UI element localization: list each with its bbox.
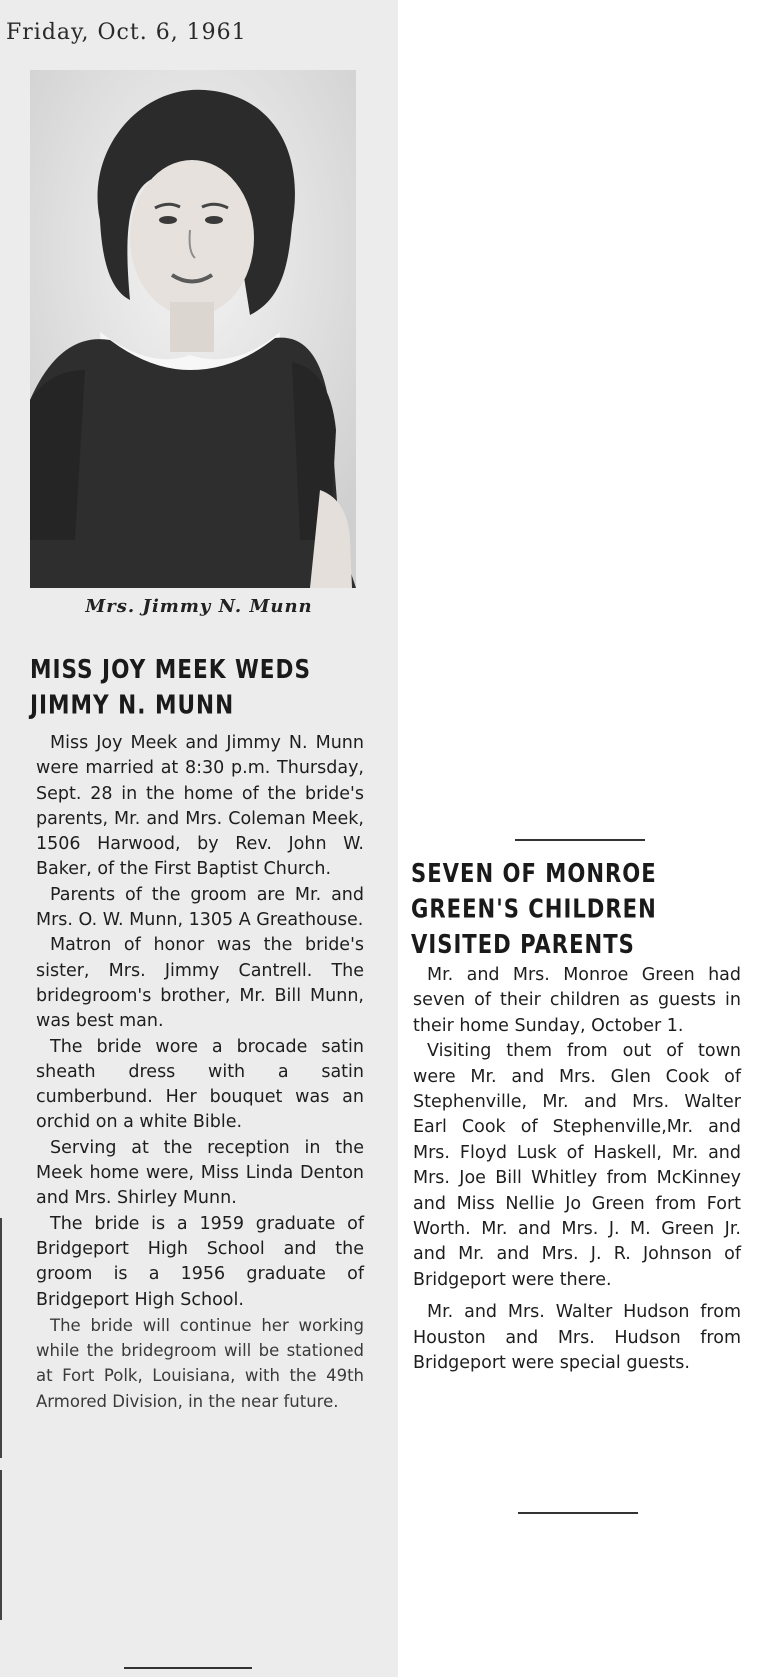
wedding-paragraph: Miss Joy Meek and Jimmy N. Munn were married at 8:30 p.m. Thursday, Sept. 28 in the home of the bride's parents, Mr. and Mrs. Coleman Meek, 1506 Harwood, by Rev. John W. Baker, of the First Baptist Church. [36, 733, 364, 880]
wedding-headline [30, 652, 380, 723]
family-visit-paragraph: Mr. and Mrs. Monroe Green had seven of their children as guests in their home Sunday, October 1. [413, 965, 741, 1036]
family-visit-headline [411, 856, 741, 963]
portrait-photo-icon [30, 70, 356, 588]
family-visit-headline-line-2: GREEN'S CHILDREN [411, 893, 657, 925]
bride-portrait-photo [30, 70, 356, 588]
family-visit-paragraph: Mr. and Mrs. Walter Hudson from Houston and Mrs. Hudson from Bridgeport were special guests. [413, 1302, 741, 1374]
divider-rule [518, 1512, 638, 1514]
family-visit-paragraph: Visiting them from out of town were Mr. and Mrs. Glen Cook of Stephenville, Mr. and Mrs. Walter Earl Cook of Stephenville,Mr. and Mrs. Floyd Lusk of Haskell, Mr. and Mrs. Joe Bill Whitley from McKinney and Miss Nellie Jo Green from Fort Worth. Mr. and Mrs. J. M. Green Jr. and Mr. and Mrs. J. R. Johnson of Bridgeport were there. [413, 1041, 741, 1290]
wedding-headline-line-1: MISS JOY MEEK WEDS [30, 654, 312, 685]
family-visit-story [413, 963, 741, 1377]
wedding-paragraph: The bride is a 1959 graduate of Bridgeport High School and the groom is a 1956 graduate of Bridgeport High School. [36, 1213, 364, 1310]
dateline: Friday, Oct. 6, 1961 [6, 20, 247, 45]
family-visit-headline-line-1: SEVEN OF MONROE [411, 858, 657, 889]
family-visit-headline-line-3: VISITED PARENTS [411, 929, 635, 960]
wedding-paragraph: The bride wore a brocade satin sheath dress with a satin cumberbund. Her bouquet was an orchid on a white Bible. [36, 1036, 364, 1133]
divider-rule [124, 1667, 252, 1669]
wedding-paragraph: Matron of honor was the bride's sister, Mrs. Jimmy Cantrell. The bridegroom's brother, Mr. Bill Munn, was best man. [36, 935, 364, 1032]
wedding-paragraph: Serving at the reception in the Meek home were, Miss Linda Denton and Mrs. Shirley Munn. [36, 1137, 364, 1209]
scan-edge-mark [0, 1470, 2, 1620]
wedding-headline-line-2: JIMMY N. MUNN [30, 689, 235, 721]
wedding-paragraph: The bride will continue her working while the bridegroom will be stationed at Fort Polk, Louisiana, with the 49th Armored Division, in the near future. [36, 1315, 364, 1411]
divider-rule [515, 839, 645, 841]
photo-caption: Mrs. Jimmy N. Munn [85, 596, 313, 617]
scan-edge-mark [0, 1218, 2, 1458]
wedding-paragraph: Parents of the groom are Mr. and Mrs. O. W. Munn, 1305 A Greathouse. [36, 884, 364, 931]
wedding-story [36, 731, 364, 1414]
